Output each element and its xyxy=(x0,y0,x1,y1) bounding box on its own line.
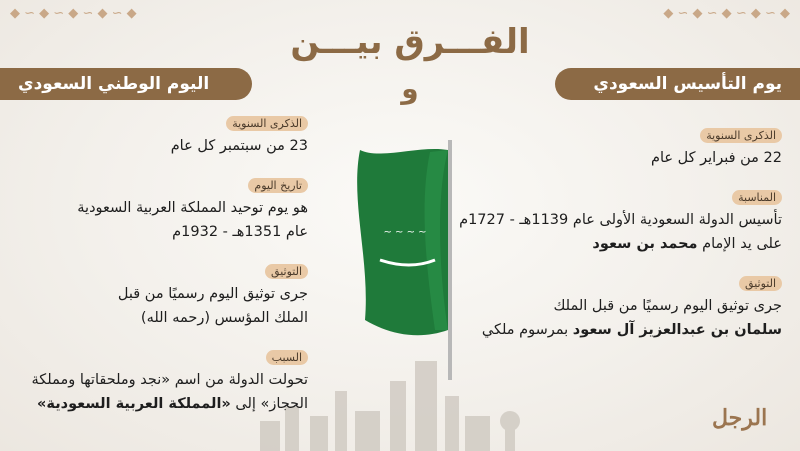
founding-day-column xyxy=(452,124,782,358)
founding-day-heading: يوم التأسيس السعودي xyxy=(555,68,800,100)
decorative-pattern-left: ◆ ∽ ◆ ∽ ◆ ∽ ◆ ∽ ◆ xyxy=(10,6,137,21)
brand-logo: الرجل xyxy=(712,405,768,431)
section-text: 23 من سبتمبر كل عام xyxy=(170,138,308,154)
section-label: التوثيق xyxy=(739,276,782,291)
section-text: تحولت الدولة من اسم «نجد وملحقاتها ومملكة xyxy=(31,372,308,388)
section-label: تاريخ اليوم xyxy=(248,178,308,193)
section-label: الذكرى السنوية xyxy=(226,116,308,131)
national-day-column xyxy=(0,112,308,432)
section-text: هو يوم توحيد المملكة العربية السعودية xyxy=(77,200,308,216)
section-documentation xyxy=(0,260,308,330)
section-label: المناسبة xyxy=(732,190,782,205)
section-text: جرى توثيق اليوم رسميًا من قبل الملك xyxy=(553,298,782,314)
section-text: 22 من فبراير كل عام xyxy=(651,150,782,166)
section-anniversary xyxy=(0,112,308,158)
national-day-heading: اليوم الوطني السعودي xyxy=(0,68,252,100)
section-documentation xyxy=(452,272,782,342)
page-title: الفـــرق بيـــن xyxy=(290,22,530,62)
section-reason xyxy=(0,346,308,416)
decorative-pattern-right: ◆ ∽ ◆ ∽ ◆ ∽ ◆ ∽ ◆ xyxy=(663,6,790,21)
section-occasion xyxy=(452,186,782,256)
section-date xyxy=(0,174,308,244)
conjunction: و xyxy=(401,72,419,105)
section-anniversary xyxy=(452,124,782,170)
section-text-line2: سلمان بن عبدالعزيز آل سعود بمرسوم ملكي xyxy=(481,322,782,338)
section-text: جرى توثيق اليوم رسميًا من قبل xyxy=(117,286,308,302)
section-text: عام 1351هـ - 1932م xyxy=(172,224,308,240)
section-text-line2: الحجاز» إلى «المملكة العربية السعودية» xyxy=(37,396,308,412)
section-label: التوثيق xyxy=(265,264,308,279)
section-text: الملك المؤسس (رحمه الله) xyxy=(140,310,308,326)
section-text: تأسيس الدولة السعودية الأولى عام 1139هـ - 1727م xyxy=(459,212,782,228)
section-label: السبب xyxy=(266,350,308,365)
section-label: الذكرى السنوية xyxy=(700,128,782,143)
svg-text:~ ~ ~ ~: ~ ~ ~ ~ xyxy=(383,227,427,238)
section-text-line2: على يد الإمام محمد بن سعود xyxy=(592,236,782,252)
